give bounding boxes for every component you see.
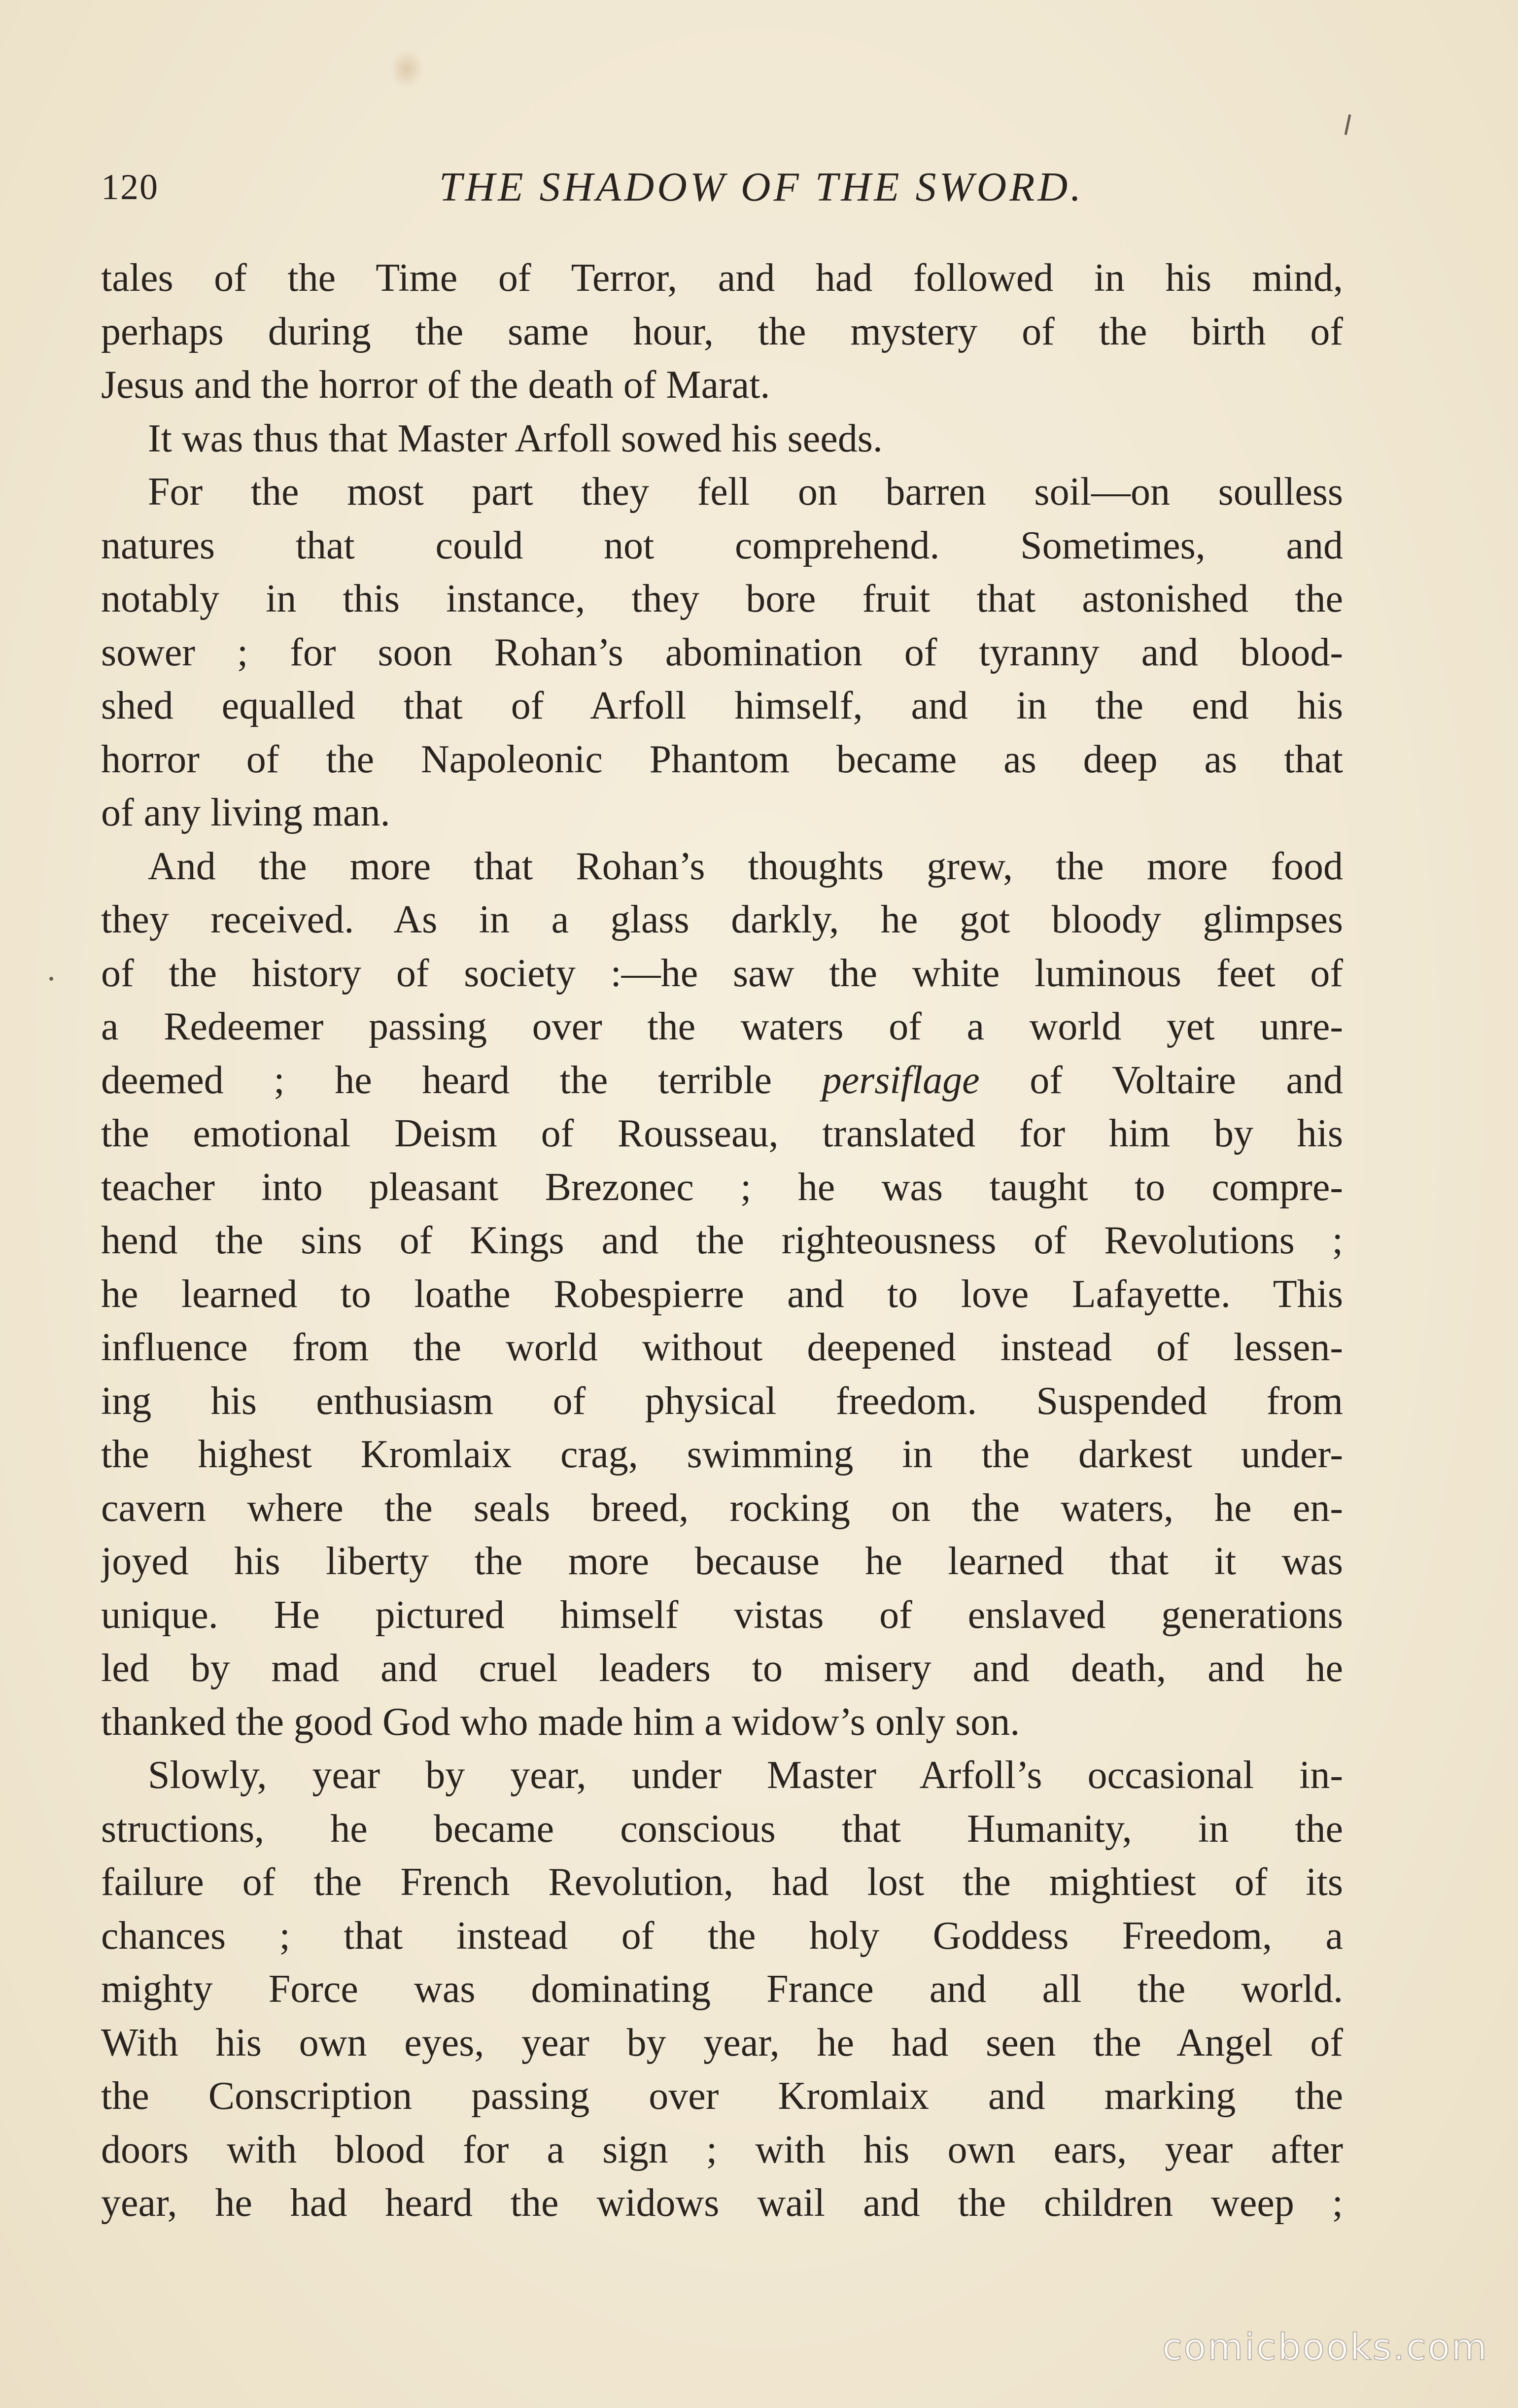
text-line: notably in this instance, they bore fruit that astonished the xyxy=(101,577,1343,620)
text-line: With his own eyes, year by year, he had seen the Angel of xyxy=(101,2021,1343,2064)
text-line: unique. He pictured himself vistas of enslaved generations xyxy=(101,1593,1343,1637)
text-line: teacher into pleasant Brezonec ; he was taught to compre- xyxy=(101,1165,1343,1209)
paper-stain xyxy=(389,49,424,89)
text-line: thanked the good God who made him a widow’s only son. xyxy=(101,1700,1020,1744)
text-line: tales of the Time of Terror, and had followed in his mind, xyxy=(101,256,1343,300)
running-head: THE SHADOW OF THE SWORD. xyxy=(439,164,1084,210)
page-number: 120 xyxy=(101,167,159,207)
text-line: natures that could not comprehend. Sometimes, and xyxy=(101,523,1343,567)
text-line: It was thus that Master Arfoll sowed his seeds. xyxy=(148,416,883,460)
text-line: doors with blood for a sign ; with his own ears, year after xyxy=(101,2128,1343,2171)
text-line: the Conscription passing over Kromlaix and marking the xyxy=(101,2074,1343,2118)
text-line: sower ; for soon Rohan’s abomination of tyranny and blood- xyxy=(101,630,1343,674)
text-line: shed equalled that of Arfoll himself, and in the end his xyxy=(101,684,1343,727)
text-line: mighty Force was dominating France and all the world. xyxy=(101,1967,1343,2011)
text-line: hend the sins of Kings and the righteousness of Revolutions ; xyxy=(101,1219,1343,1262)
text-line: And the more that Rohan’s thoughts grew, the more food xyxy=(148,844,1343,888)
text-line: joyed his liberty the more because he learned that it was xyxy=(101,1540,1343,1583)
text-line: deemed ; he heard the terrible persiflage of Voltaire and xyxy=(101,1058,1343,1102)
text-line: of any living man. xyxy=(101,791,390,834)
text-line: structions, he became conscious that Humanity, in the xyxy=(101,1807,1343,1851)
text-line: cavern where the seals breed, rocking on the waters, he en- xyxy=(101,1486,1343,1530)
text-line: Slowly, year by year, under Master Arfoll’s occasional in- xyxy=(148,1754,1343,1797)
text-line: For the most part they fell on barren soil—on soulless xyxy=(148,470,1343,514)
text-line: a Redeemer passing over the waters of a world yet unre- xyxy=(101,1005,1343,1048)
text-line: of the history of society :—he saw the white luminous feet of xyxy=(101,951,1343,995)
text-line: chances ; that instead of the holy Goddess Freedom, a xyxy=(101,1914,1343,1958)
text-line: perhaps during the same hour, the mystery of the birth of xyxy=(101,310,1343,353)
text-line: Jesus and the horror of the death of Marat. xyxy=(101,363,770,407)
text-line: the highest Kromlaix crag, swimming in the darkest under- xyxy=(101,1433,1343,1476)
text-line: ing his enthusiasm of physical freedom. Suspended from xyxy=(101,1379,1343,1423)
text-line: failure of the French Revolution, had lost the mightiest of its xyxy=(101,1860,1343,1904)
watermark: comicbooks.com xyxy=(1162,2326,1488,2369)
text-line: horror of the Napoleonic Phantom became as deep as that xyxy=(101,737,1343,781)
margin-dot xyxy=(49,977,53,981)
text-line: he learned to loathe Robespierre and to love Lafayette. This xyxy=(101,1272,1343,1316)
page-header xyxy=(101,158,1343,217)
text-line: the emotional Deism of Rousseau, translated for him by his xyxy=(101,1112,1343,1155)
body-text xyxy=(101,251,1343,2230)
italic-word: persiflage xyxy=(822,1058,980,1102)
text-line: led by mad and cruel leaders to misery and death, and he xyxy=(101,1647,1343,1690)
text-line: year, he had heard the widows wail and the children weep ; xyxy=(101,2181,1343,2225)
text-line: they received. As in a glass darkly, he got bloody glimpses xyxy=(101,898,1343,941)
text-line: influence from the world without deepened instead of lessen- xyxy=(101,1326,1343,1369)
